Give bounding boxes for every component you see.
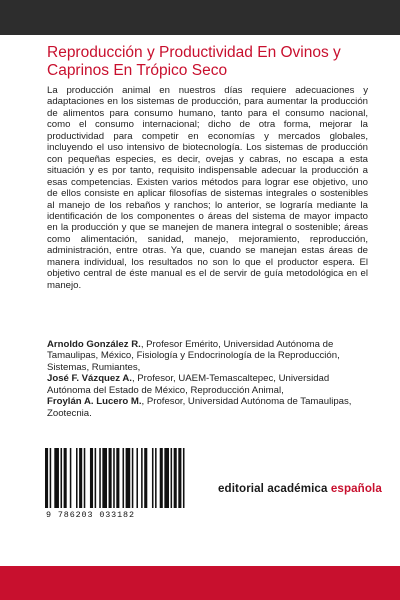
author-name: José F. Vázquez A. (47, 373, 132, 385)
barcode-bar (141, 448, 143, 508)
barcode-bar (109, 448, 112, 508)
barcode-bar (113, 448, 115, 508)
barcode-bar (132, 448, 134, 508)
author-details: , Profesor, UAEM-Temascaltepec, Universidad Autónoma del Estado de México, Reproducción Animal, (47, 373, 330, 396)
barcode-bar (70, 448, 72, 508)
top-color-bar (0, 0, 400, 35)
barcode-bar (155, 448, 157, 508)
barcode-bar (171, 448, 173, 508)
barcode-bar (95, 448, 97, 508)
author-bio (47, 339, 368, 373)
book-title: Reproducción y Productividad En Ovinos y Caprinos En Trópico Seco (47, 44, 341, 79)
barcode-bar (50, 448, 52, 508)
barcode-bar (90, 448, 93, 508)
barcode-bar (84, 448, 86, 508)
barcode-bar (144, 448, 147, 508)
barcode-bar (126, 448, 131, 508)
barcode-bar (178, 448, 181, 508)
author-bio (47, 373, 368, 396)
author-details: , Profesor, Universidad Autónoma de Tamaulipas, Zootecnia. (47, 396, 352, 419)
isbn-number: 9 786203 033182 (46, 510, 135, 520)
author-name: Froylán A. Lucero M. (47, 396, 142, 408)
barcode-bars (41, 446, 193, 510)
barcode-bar (64, 448, 67, 508)
barcode-bar (152, 448, 154, 508)
barcode-bar (79, 448, 82, 508)
barcode-bar (174, 448, 177, 508)
barcode-bar (45, 448, 48, 508)
publisher-logo (218, 482, 382, 495)
barcode-bar (61, 448, 63, 508)
barcode-bar (116, 448, 119, 508)
author-details: , Profesor Emérito, Universidad Autónoma de Tamaulipas, México, Fisiología y Endocrinología de la Reproducción, Sistemas, Rumiantes, (47, 339, 340, 373)
barcode-bar (164, 448, 169, 508)
barcode-bar (102, 448, 107, 508)
barcode-bar (160, 448, 163, 508)
author-bios (47, 339, 368, 419)
publisher-name: editorial académica (218, 482, 331, 495)
author-bio (47, 396, 368, 419)
publisher-name-accent: española (330, 482, 382, 495)
author-name: Arnoldo González R. (47, 339, 141, 350)
barcode-bar (123, 448, 125, 508)
barcode-bar (54, 448, 59, 508)
barcode-bar (99, 448, 101, 508)
barcode-bar (76, 448, 78, 508)
bottom-color-bar (0, 566, 400, 600)
barcode-bar (136, 448, 138, 508)
barcode-bar (183, 448, 185, 508)
book-description: La producción animal en nuestros días requiere adecuaciones y adaptaciones en los sistemas de producción, para aumentar la producción de alimentos para consumo humano, tanto para el consumo nacional, como el consumo internacional; dicho de otra forma, mejorar la productividad para competir en economías y mercados globales, incluyendo el uso intensivo de biotecnología. Los sistemas de producción con pequeñas especies, es decir, ovejas y cabras, no escapa a esta situación y es por tanto, requisito indispensable adecuar la producción a esas competencias. Existen varios métodos para lograr ese objetivo, uno de ellos consiste en aplicar filosofías de sistemas integrales o sostenibles al manejo de los rebaños y ranchos; lo anterior, se lograría mediante la identificación de los componentes o áreas del sistema de mayor impacto en la producción y que se manejen de manera integral o sostenible; áreas como alimentación, sanidad, manejo, mejoramiento, reproducción, administración, entre otras. Ya que, cuando se manejan estas áreas de manera individual, los resultados no son lo que el productor espera. El objetivo central de éste manual es el de servir de guía metodológica en el manejo. (47, 85, 368, 291)
